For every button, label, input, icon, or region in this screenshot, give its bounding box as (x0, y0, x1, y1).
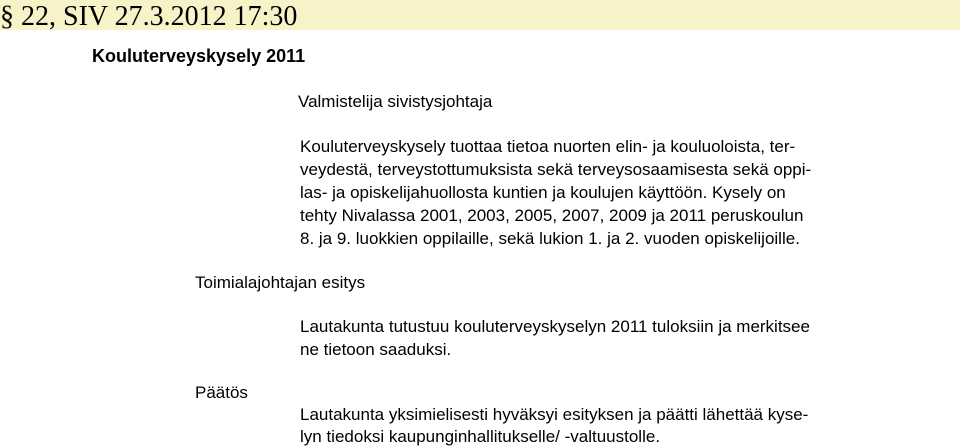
description-line: tehty Nivalassa 2001, 2003, 2005, 2007, 2009 ja 2011 peruskoulun (300, 206, 804, 225)
decision-line: lyn tiedoksi kaupunginhallitukselle/ -valtuustolle. (300, 427, 661, 446)
decision-line: Lautakunta yksimielisesti hyväksyi esityksen ja päätti lähettää kyse- (300, 405, 809, 424)
proposal-line: ne tietoon saaduksi. (300, 340, 452, 359)
description-line: las- ja opiskelijahuollosta kuntien ja koulujen käyttöön. Kysely on (300, 183, 786, 202)
proposal-line: Lautakunta tutustuu kouluterveyskyselyn 2011 tuloksiin ja merkitsee (300, 317, 810, 336)
description-line: veydestä, terveystottumuksista sekä terveysosaamisesta sekä oppi- (300, 160, 812, 179)
description-line: Kouluterveyskysely tuottaa tietoa nuorten elin- ja kouluoloista, ter- (300, 137, 796, 156)
description-line: 8. ja 9. luokkien oppilaille, sekä lukion 1. ja 2. vuoden opiskelijoille. (300, 229, 800, 248)
decision-label: Päätös (195, 383, 248, 402)
proposal-label: Toimialajohtajan esitys (195, 273, 366, 292)
document-title: Kouluterveyskysely 2011 (92, 46, 306, 66)
section-heading: § 22, SIV 27.3.2012 17:30 (0, 1, 298, 32)
preparer-text: Valmistelija sivistysjohtaja (298, 92, 493, 111)
